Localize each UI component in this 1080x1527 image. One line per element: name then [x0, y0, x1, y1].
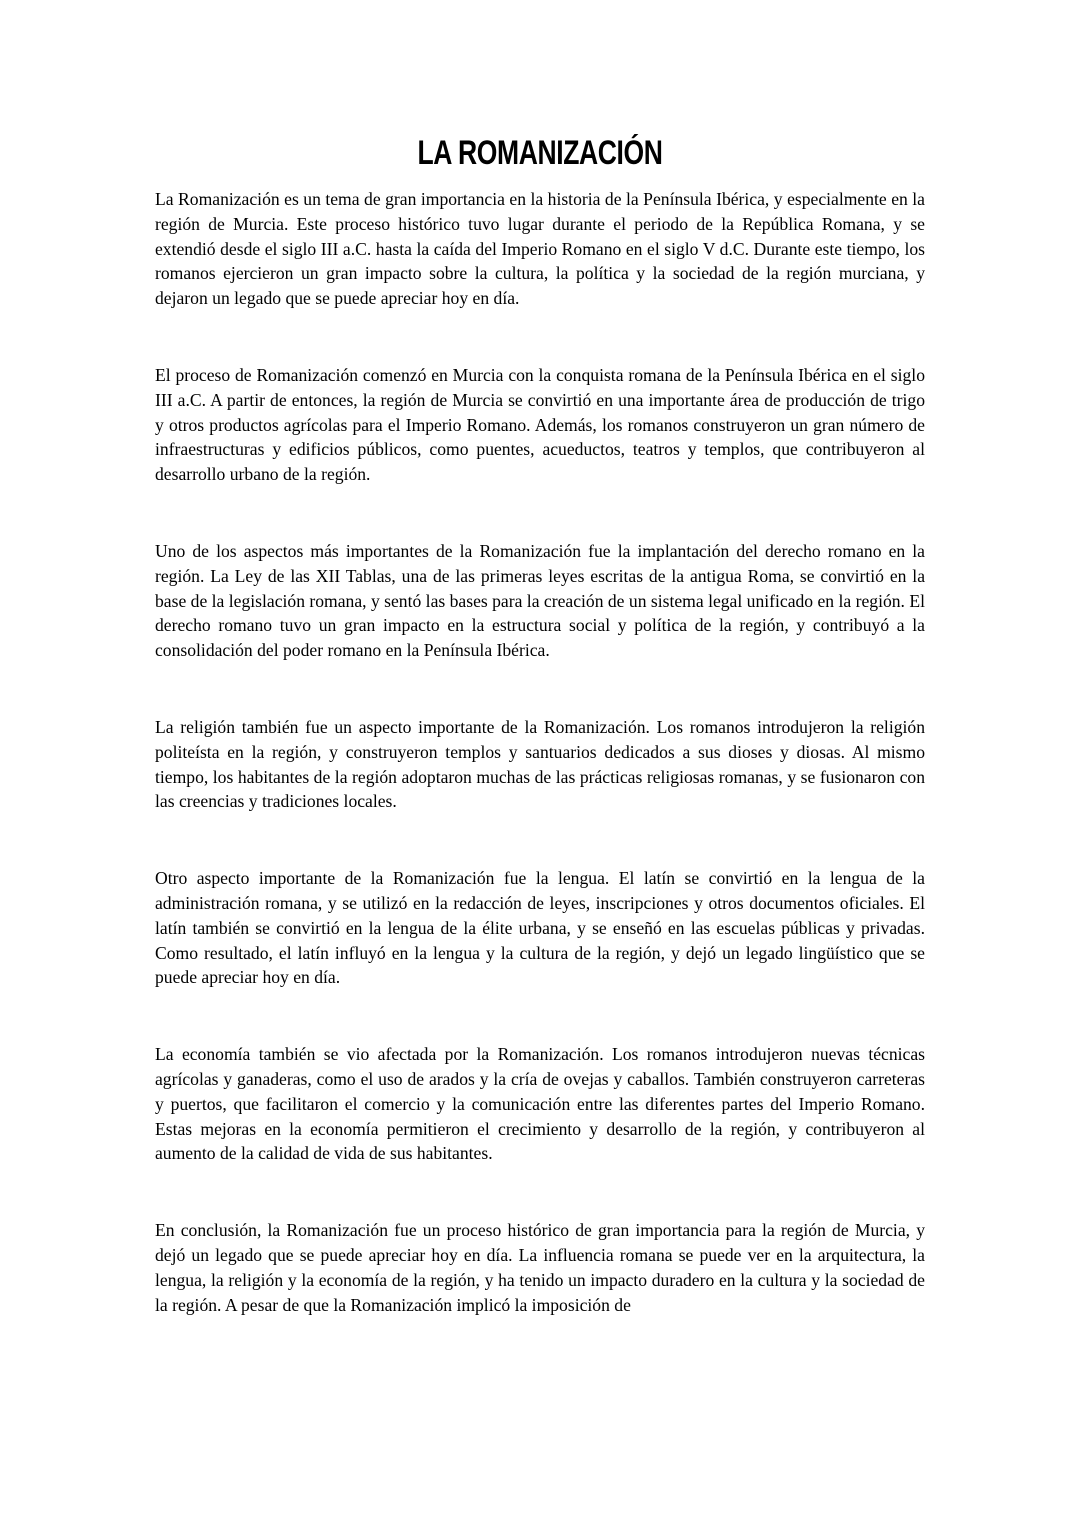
paragraph-religion: La religión también fue un aspecto importante de la Romanización. Los romanos introdujeron la religión politeísta en la región, y construyeron templos y santuarios dedicados a sus dioses y diosas. Al mismo tiempo, los habitantes de la región adoptaron muchas de las prácticas religiosas romanas, y se fusionaron con las creencias y tradiciones locales. [155, 716, 925, 812]
document-page [155, 125, 925, 1317]
paragraph-conclusion: En conclusión, la Romanización fue un proceso histórico de gran importancia para la región de Murcia, y dejó un legado que se puede apreciar hoy en día. La influencia romana se puede ver en la arquitectura, la lengua, la religión y la economía de la región, y ha tenido un impacto duradero en la cultura y la sociedad de la región. A pesar de que la Romanización implicó la imposición de [155, 1220, 925, 1315]
paragraph-gap [155, 487, 925, 539]
paragraph-gap [155, 990, 925, 1042]
paragraph-gap [155, 663, 925, 715]
paragraph-conquest: El proceso de Romanización comenzó en Murcia con la conquista romana de la Península Ibérica en el siglo III a.C. A partir de entonces, la región de Murcia se convirtió en una importante área de producción de trigo y otros productos agrícolas para el Imperio Romano. Además, los romanos construyeron un gran número de infraestructuras y edificios públicos, como puentes, acueductos, teatros y templos, que contribuyeron al desarrollo urbano de la región. [155, 364, 925, 485]
document-title: LA ROMANIZACIÓN [417, 134, 663, 172]
paragraph-gap [155, 814, 925, 866]
paragraph-economy: La economía también se vio afectada por la Romanización. Los romanos introdujeron nuevas técnicas agrícolas y ganaderas, como el uso de arados y la cría de ovejas y caballos. También construyeron carreteras y puertos, que facilitaron el comercio y la comunicación entre las diferentes partes del Imperio Romano. Estas mejoras en la economía permitieron el crecimiento y desarrollo de la región, y contribuyeron al aumento de la calidad de vida de sus habitantes. [155, 1044, 925, 1164]
paragraph-gap [155, 1166, 925, 1218]
paragraph-gap [155, 311, 925, 363]
paragraph-language: Otro aspecto importante de la Romanización fue la lengua. El latín se convirtió en la lengua de la administración romana, y se utilizó en la redacción de leyes, inscripciones y otros documentos oficiales. El latín también se convirtió en la lengua de la élite urbana, y se enseñó en las escuelas públicas y privadas. Como resultado, el latín influyó en la lengua y la cultura de la región, y dejó un legado lingüístico que se puede apreciar hoy en día. [155, 868, 925, 988]
paragraph-law: Uno de los aspectos más importantes de la Romanización fue la implantación del derecho romano en la región. La Ley de las XII Tablas, una de las primeras leyes escritas de la antigua Roma, se convirtió en la base de la legislación romana, y sentó las bases para la creación de un sistema legal unificado en la región. El derecho romano tuvo un gran impacto en la estructura social y política de la región, y contribuyó a la consolidación del poder romano en la Península Ibérica. [155, 540, 925, 661]
paragraph-intro: La Romanización es un tema de gran importancia en la historia de la Península Ibérica, y especialmente en la región de Murcia. Este proceso histórico tuvo lugar durante el periodo de la República Romana, y se extendió desde el siglo III a.C. hasta la caída del Imperio Romano en el siglo V d.C. Durante este tiempo, los romanos ejercieron un gran impacto sobre la cultura, la política y la sociedad de la región murciana, y dejaron un legado que se puede apreciar hoy en día. [155, 189, 925, 309]
